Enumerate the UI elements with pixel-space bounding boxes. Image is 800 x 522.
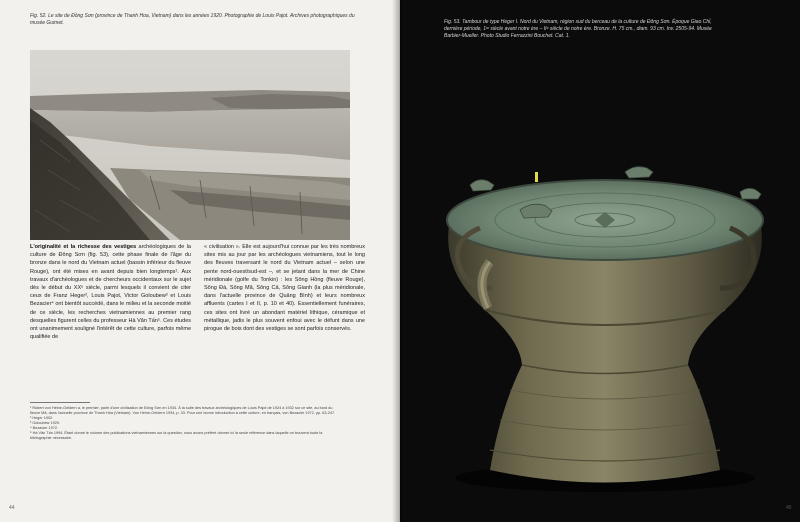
footnote-rule: [30, 402, 90, 403]
footnote: ⁵ Hà Văn Tấn 1994. Étant donné le volume des publications vietnamiennes sur la question, nous avons préféré donner ici la seule référence dans laquelle on trouvera toute la bibliographie nécessaire.: [30, 431, 323, 440]
figure-53-caption: Fig. 53. Tambour de type Heger I. Nord du Vietnam, région sud du berceau de la culture de Đông Sơn. Époque Giao Chỉ, dernière période, 1ᵉʳ siècle avant notre ère – IIᵉ siècle de notre ère. Bronze. H. 75 cm., diam. 93 cm. Inv. 2505-94. Musée Barbier-Mueller. Photo Studio Ferrazzini Bouchet. Cat. 1.: [444, 19, 712, 39]
figure-52-caption: Fig. 52. Le site de Đồng Sơn (province de Thanh Hoa, Vietnam) dans les années 1920. Photographie de Louis Pajot. Archives photographiques du musée Guimet.: [30, 13, 355, 26]
page-number-right: 45: [786, 505, 792, 511]
footnote: ⁴ Bezacier 1972.: [30, 426, 59, 430]
section-heading: L'originalité et la richesse des vestiges: [30, 244, 137, 250]
footnote: ³ Goloubew 1929.: [30, 421, 60, 425]
column-1-text: archéologiques de la culture de Đông Sơn (fig. 53), cette phase finale de l'âge du bronze dans le nord du Vietnam actuel (bassin inférieur du fleuve Rouge), ont été mises en avant depuis bien longtemps¹. Aux travaux d'archéologues et de chercheurs occidentaux sur le sujet dès le début du XXᵉ siècle, parmi lesquels il convient de citer ceux de Franz Heger², Louis Pajot, Victor Goloubew³ et Louis Bezacier⁴ ont bientôt succédé, dans le milieu et la seconde moitié de ce siècle, les recherches vietnamiennes au premier rang desquelles figurent celles du professeur Hà Văn Tấn⁵. Ces études ont unanimement souligné l'intérêt de cette culture, parfois même qualifiée de: [30, 244, 191, 341]
text-column-2: « civilisation ». Elle est aujourd'hui connue par les très nombreux sites mis au jour par les archéologues vietnamiens, tout le long des fleuves traversant le nord du Vietnam actuel – selon une pente nord-ouest/sud-est –, et se jetant dans la mer de Chine méridionale (golfe du Tonkin) : les Sông Hồng (fleuve Rouge), Sông Đà, Sông Mã, Sông Cả, Sông Gianh (la plus méridionale, dans l'actuelle province de Quảng Bình) et leurs nombreux affluents (cartes I et II, p. 10 et 40). Essentiellement funéraires, ces sites ont livré un abondant matériel lithique, céramique et métallique, jadis le plus souvent enfoui avec le défunt dans une pirogue de bois dont des vestiges se sont parfois conservés.: [204, 244, 365, 333]
bronze-drum-illustration: [430, 150, 780, 495]
footnote: ² Heger 1902.: [30, 416, 54, 420]
landscape-photo-illustration: [30, 50, 350, 240]
body-text: [30, 243, 365, 393]
figure-52-photo: [30, 50, 350, 240]
footnote: ¹ Robert von Heine-Geldern a, le premier, parlé d'une civilisation de Đông Sơn en 1934. À la suite des travaux archéologiques de Louis Pajot de 1924 à 1932 sur ce site, au bord du fleuve Mã, dans l'actuelle province de Thanh Hóa (Vietnam). Von Heine-Geldern 1934, p. 33. Pour une bonne introduction à cette culture, en français, von Bezacier 1972, pp. 63-247.: [30, 406, 336, 415]
footnotes: [30, 406, 340, 441]
book-gutter: [392, 0, 402, 522]
bronze-drum-photo: [430, 150, 780, 495]
page-number-left: 44: [9, 505, 15, 511]
text-column-1: [30, 243, 191, 341]
